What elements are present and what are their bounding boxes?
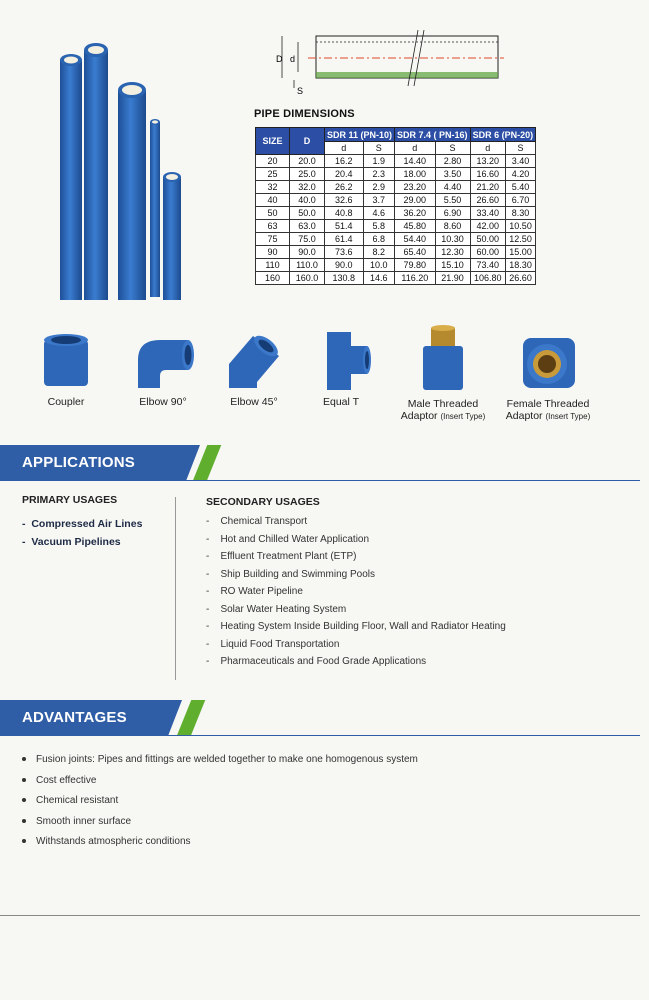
- fitting-label: Coupler: [47, 396, 85, 408]
- table-cell: 10.50: [506, 220, 536, 233]
- list-item: Smooth inner surface: [22, 816, 418, 837]
- table-cell: 61.4: [325, 233, 364, 246]
- table-cell: 14.6: [363, 272, 395, 285]
- table-cell: 18.00: [395, 168, 436, 181]
- advantages-banner: [0, 700, 640, 736]
- secondary-usages-list: [206, 516, 506, 674]
- table-cell: 12.50: [506, 233, 536, 246]
- table-cell: 20.4: [325, 168, 364, 181]
- fitting-elbow-90: [122, 330, 204, 408]
- fitting-note: (Insert Type): [545, 412, 591, 421]
- table-cell: 3.40: [506, 155, 536, 168]
- equal-t-icon: [311, 328, 371, 392]
- elbow-90-icon: [130, 330, 196, 392]
- table-row: [256, 233, 536, 246]
- table-cell: 36.20: [395, 207, 436, 220]
- subheader: S: [506, 142, 536, 155]
- pipe-cross-section-diagram: [268, 30, 508, 100]
- fitting-female-threaded-adaptor: [500, 330, 596, 423]
- table-cell: 25.0: [290, 168, 325, 181]
- table-cell: 5.50: [435, 194, 470, 207]
- table-cell: 63.0: [290, 220, 325, 233]
- fitting-note: (Insert Type): [440, 412, 486, 421]
- subheader: S: [363, 142, 395, 155]
- table-cell: 21.20: [470, 181, 505, 194]
- table-cell: 4.6: [363, 207, 395, 220]
- table-cell: 32: [256, 181, 290, 194]
- list-item: Chemical resistant: [22, 795, 418, 816]
- pipes-image: [50, 40, 190, 305]
- header-size: SIZE: [256, 128, 290, 155]
- subheader: d: [395, 142, 436, 155]
- table-cell: 90.0: [325, 259, 364, 272]
- table-cell: 5.8: [363, 220, 395, 233]
- advantages-list: [22, 754, 418, 857]
- table-cell: 40.0: [290, 194, 325, 207]
- table-cell: 13.20: [470, 155, 505, 168]
- fitting-elbow-45: [215, 326, 293, 408]
- table-cell: 8.30: [506, 207, 536, 220]
- table-row: [256, 181, 536, 194]
- male-threaded-adaptor-icon: [413, 324, 473, 394]
- table-cell: 110: [256, 259, 290, 272]
- list-item: - Pharmaceuticals and Food Grade Applications: [206, 656, 427, 667]
- table-cell: 2.9: [363, 181, 395, 194]
- table-cell: 20.0: [290, 155, 325, 168]
- list-item: - Solar Water Heating System: [206, 603, 347, 615]
- table-cell: 20: [256, 155, 290, 168]
- pipe-dimensions-title: PIPE DIMENSIONS: [254, 108, 355, 120]
- list-item: Cost effective: [22, 775, 418, 796]
- table-cell: 8.2: [363, 246, 395, 259]
- table-cell: 51.4: [325, 220, 364, 233]
- table-cell: 130.8: [325, 272, 364, 285]
- fitting-equal-t: [305, 328, 377, 408]
- table-cell: 42.00: [470, 220, 505, 233]
- table-cell: 2.3: [363, 168, 395, 181]
- fitting-label-line2: Adaptor: [400, 410, 438, 422]
- table-cell: 63: [256, 220, 290, 233]
- page-bottom-rule: [0, 915, 640, 916]
- fitting-label: Female Threaded: [506, 398, 590, 410]
- table-cell: 79.80: [395, 259, 436, 272]
- table-cell: 15.10: [435, 259, 470, 272]
- table-cell: 8.60: [435, 220, 470, 233]
- list-item: - Liquid Food Transportation: [206, 638, 340, 650]
- table-row: [256, 246, 536, 259]
- table-cell: 14.40: [395, 155, 436, 168]
- table-cell: 26.60: [470, 194, 505, 207]
- table-cell: 15.00: [506, 246, 536, 259]
- fitting-male-threaded-adaptor: [395, 324, 491, 423]
- header-D: D: [290, 128, 325, 155]
- list-item: - Chemical Transport: [206, 516, 308, 527]
- table-cell: 40.8: [325, 207, 364, 220]
- list-item: - RO Water Pipeline: [206, 586, 303, 597]
- table-cell: 26.60: [506, 272, 536, 285]
- table-cell: 90: [256, 246, 290, 259]
- primary-usages-list: [22, 514, 142, 550]
- table-cell: 40: [256, 194, 290, 207]
- table-cell: 3.7: [363, 194, 395, 207]
- table-cell: 45.80: [395, 220, 436, 233]
- table-cell: 5.40: [506, 181, 536, 194]
- table-cell: 116.20: [395, 272, 436, 285]
- table-cell: 4.40: [435, 181, 470, 194]
- fitting-label: Elbow 45°: [230, 396, 278, 408]
- table-row: [256, 168, 536, 181]
- table-cell: 29.00: [395, 194, 436, 207]
- table-cell: 18.30: [506, 259, 536, 272]
- table-row: [256, 259, 536, 272]
- table-row: [256, 220, 536, 233]
- fitting-coupler: [30, 330, 102, 408]
- table-cell: 54.40: [395, 233, 436, 246]
- table-cell: 1.9: [363, 155, 395, 168]
- subheader: S: [435, 142, 470, 155]
- advantages-heading: ADVANTAGES: [22, 709, 127, 726]
- table-cell: 2.80: [435, 155, 470, 168]
- list-item: - Heating System Inside Building Floor, Wall and Radiator Heating: [206, 621, 506, 632]
- table-cell: 50.00: [470, 233, 505, 246]
- table-cell: 32.6: [325, 194, 364, 207]
- applications-banner: [0, 445, 640, 481]
- table-cell: 16.2: [325, 155, 364, 168]
- list-item: - Ship Building and Swimming Pools: [206, 568, 375, 580]
- list-item: Withstands atmospheric conditions: [22, 836, 418, 857]
- label-d: d: [290, 54, 296, 64]
- fitting-label-line2: Adaptor: [505, 410, 543, 422]
- female-threaded-adaptor-icon: [513, 330, 583, 394]
- table-cell: 106.80: [470, 272, 505, 285]
- fitting-label: Equal T: [323, 396, 359, 408]
- list-item: - Compressed Air Lines: [22, 518, 143, 530]
- fitting-label: Male Threaded: [407, 398, 479, 410]
- fitting-label: Elbow 90°: [139, 396, 187, 408]
- table-cell: 50.0: [290, 207, 325, 220]
- table-cell: 110.0: [290, 259, 325, 272]
- table-cell: 12.30: [435, 246, 470, 259]
- table-cell: 10.30: [435, 233, 470, 246]
- table-row: [256, 207, 536, 220]
- table-cell: 26.2: [325, 181, 364, 194]
- table-cell: 6.8: [363, 233, 395, 246]
- table-cell: 33.40: [470, 207, 505, 220]
- header-sdr74: SDR 7.4 ( PN-16): [395, 128, 471, 142]
- list-item: - Hot and Chilled Water Application: [206, 533, 370, 545]
- table-row: [256, 155, 536, 168]
- table-cell: 4.20: [506, 168, 536, 181]
- elbow-45-icon: [223, 326, 285, 392]
- table-cell: 23.20: [395, 181, 436, 194]
- table-row: [256, 194, 536, 207]
- table-cell: 73.40: [470, 259, 505, 272]
- table-cell: 50: [256, 207, 290, 220]
- list-item: Fusion joints: Pipes and fittings are welded together to make one homogenous system: [22, 754, 418, 775]
- header-sdr11: SDR 11 (PN-10): [325, 128, 395, 142]
- table-cell: 160.0: [290, 272, 325, 285]
- table-cell: 32.0: [290, 181, 325, 194]
- table-cell: 60.00: [470, 246, 505, 259]
- table-cell: 6.70: [506, 194, 536, 207]
- table-row: [256, 272, 536, 285]
- header-sdr6: SDR 6 (PN-20): [470, 128, 536, 142]
- table-cell: 75: [256, 233, 290, 246]
- coupler-icon: [38, 330, 94, 392]
- secondary-usages-title: SECONDARY USAGES: [206, 496, 320, 508]
- table-cell: 90.0: [290, 246, 325, 259]
- subheader: d: [470, 142, 505, 155]
- table-body: [256, 155, 536, 285]
- label-S: S: [297, 86, 304, 96]
- pipe-dimensions-table: [255, 127, 536, 285]
- table-cell: 6.90: [435, 207, 470, 220]
- list-item: - Vacuum Pipelines: [22, 536, 121, 548]
- table-cell: 16.60: [470, 168, 505, 181]
- table-cell: 10.0: [363, 259, 395, 272]
- column-divider: [175, 497, 176, 680]
- table-cell: 25: [256, 168, 290, 181]
- table-cell: 75.0: [290, 233, 325, 246]
- primary-usages-title: PRIMARY USAGES: [22, 494, 118, 506]
- table-cell: 73.6: [325, 246, 364, 259]
- applications-heading: APPLICATIONS: [22, 454, 135, 471]
- subheader: d: [325, 142, 364, 155]
- label-D: D: [276, 54, 283, 64]
- list-item: - Effluent Treatment Plant (ETP): [206, 551, 357, 562]
- table-cell: 3.50: [435, 168, 470, 181]
- table-cell: 21.90: [435, 272, 470, 285]
- table-cell: 65.40: [395, 246, 436, 259]
- table-cell: 160: [256, 272, 290, 285]
